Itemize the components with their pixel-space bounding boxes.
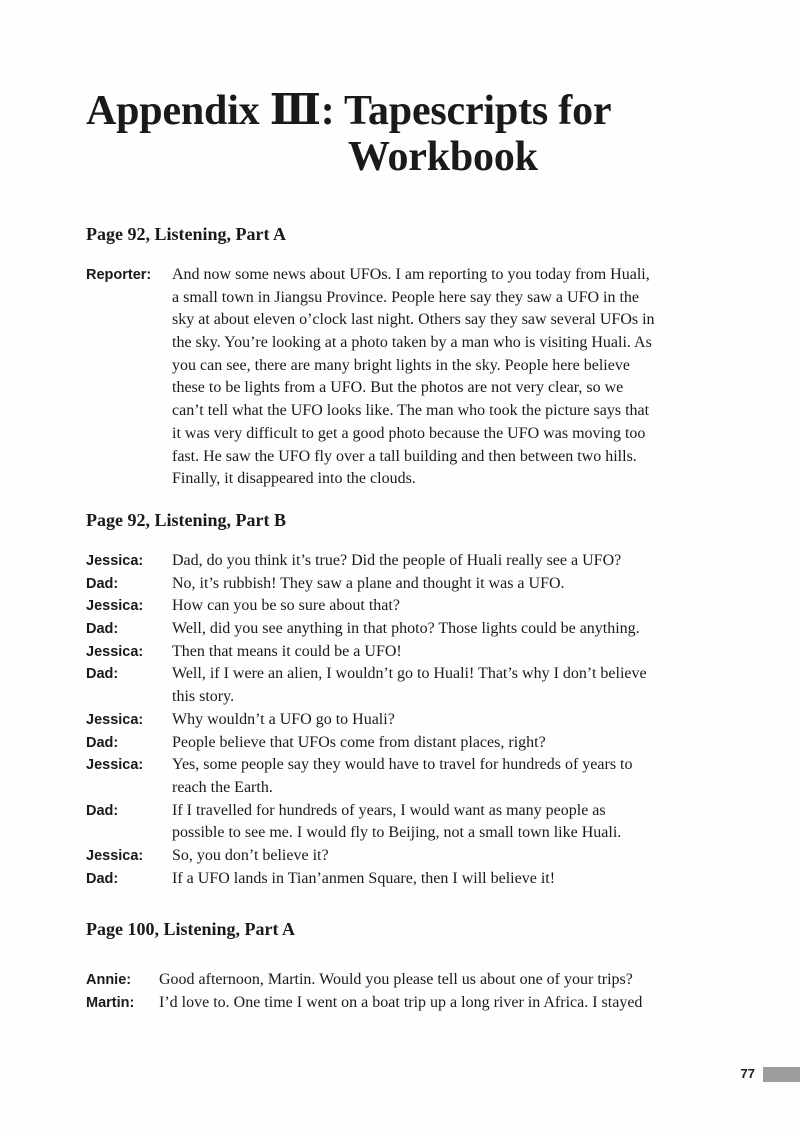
transcript-line [86, 468, 760, 491]
speaker-label: Jessica: [86, 598, 144, 615]
line-text: this story. [172, 688, 235, 706]
transcript-line [86, 573, 760, 596]
speaker-label: Dad: [86, 802, 119, 819]
transcript-line [86, 400, 760, 423]
transcript-block [86, 264, 760, 491]
line-text: reach the Earth. [172, 778, 273, 796]
speaker-label: Annie: [86, 972, 132, 988]
line-text: Well, did you see anything in that photo? Those lights could be anything. [172, 620, 640, 638]
transcript-line [86, 732, 760, 755]
speaker-label: Dad: [86, 621, 119, 638]
line-text: Well, if I were an alien, I wouldn’t go to Huali! That’s why I don’t believe [172, 665, 647, 683]
line-text: Good afternoon, Martin. Would you please tell us about one of your trips? [159, 971, 633, 988]
speaker-label: Jessica: [86, 757, 144, 774]
transcript-line [86, 446, 760, 469]
transcript-block [86, 969, 760, 1014]
line-text: And now some news about UFOs. I am reporting to you today from Huali, [172, 266, 650, 283]
line-text: Yes, some people say they would have to travel for hundreds of years to [172, 756, 633, 774]
speaker-label: Jessica: [86, 711, 144, 728]
line-text: I’d love to. One time I went on a boat trip up a long river in Africa. I stayed [159, 993, 643, 1011]
transcript-line [86, 264, 760, 287]
line-text: Then that means it could be a UFO! [172, 642, 402, 660]
line-text: fast. He saw the UFO fly over a tall building and then between two hills. [172, 447, 637, 465]
title-line-1: Appendix Ⅲ: Tapescripts for [86, 88, 612, 134]
transcript-line [86, 969, 760, 992]
transcript-line [86, 355, 760, 378]
line-text: So, you don’t believe it? [172, 846, 329, 864]
line-text: How can you be so sure about that? [172, 597, 400, 615]
page-number-bar [763, 1067, 800, 1082]
transcript-line [86, 309, 760, 332]
transcript-line [86, 709, 760, 732]
page-title [86, 88, 611, 180]
section-heading: Page 100, Listening, Part A [86, 919, 295, 939]
line-text: you can see, there are many bright lights in the sky. People here believe [172, 356, 630, 374]
transcript-line [86, 663, 760, 686]
section-heading: Page 92, Listening, Part B [86, 510, 286, 530]
speaker-label: Dad: [86, 734, 119, 751]
speaker-label: Dad: [86, 666, 119, 683]
transcript-line [86, 868, 760, 891]
transcript-line [86, 618, 760, 641]
line-text: People believe that UFOs come from distant places, right? [172, 733, 546, 751]
transcript-line [86, 595, 760, 618]
transcript-line [86, 992, 760, 1015]
line-text: If a UFO lands in Tian’anmen Square, then I will believe it! [172, 869, 556, 887]
transcript-line [86, 800, 760, 823]
line-text: If I travelled for hundreds of years, I would want as many people as [172, 801, 606, 819]
transcript-line [86, 754, 760, 777]
transcript-line [86, 822, 760, 845]
transcript-line [86, 641, 760, 664]
line-text: a small town in Jiangsu Province. People here say they saw a UFO in the [172, 288, 640, 306]
line-text: these to be lights from a UFO. But the photos are not very clear, so we [172, 379, 624, 397]
line-text: Why wouldn’t a UFO go to Huali? [172, 710, 395, 728]
section-heading: Page 92, Listening, Part A [86, 224, 286, 244]
transcript-line [86, 287, 760, 310]
line-text: Finally, it disappeared into the clouds. [172, 470, 416, 488]
speaker-label: Reporter: [86, 267, 152, 283]
page-number: 77 [740, 1066, 755, 1081]
speaker-label: Dad: [86, 870, 119, 887]
transcript-line [86, 686, 760, 709]
transcript-line [86, 423, 760, 446]
transcript-line [86, 377, 760, 400]
transcript-block [86, 550, 760, 890]
line-text: sky at about eleven o’clock last night. Others say they saw several UFOs in [172, 311, 655, 329]
title-line-2: Workbook [348, 134, 538, 180]
line-text: can’t tell what the UFO looks like. The man who took the picture says that [172, 402, 650, 420]
speaker-label: Dad: [86, 575, 119, 592]
speaker-label: Jessica: [86, 643, 144, 660]
line-text: No, it’s rubbish! They saw a plane and thought it was a UFO. [172, 574, 565, 592]
transcript-line [86, 332, 760, 355]
line-text: Dad, do you think it’s true? Did the people of Huali really see a UFO? [172, 552, 622, 569]
line-text: it was very difficult to get a good photo because the UFO was moving too [172, 424, 646, 442]
transcript-line [86, 777, 760, 800]
transcript-line [86, 845, 760, 868]
speaker-label: Martin: [86, 994, 135, 1011]
line-text: the sky. You’re looking at a photo taken by a man who is visiting Huali. As [172, 334, 652, 352]
line-text: possible to see me. I would fly to Beijing, not a small town like Huali. [172, 824, 622, 842]
speaker-label: Jessica: [86, 847, 144, 864]
transcript-line [86, 550, 760, 573]
speaker-label: Jessica: [86, 553, 144, 569]
